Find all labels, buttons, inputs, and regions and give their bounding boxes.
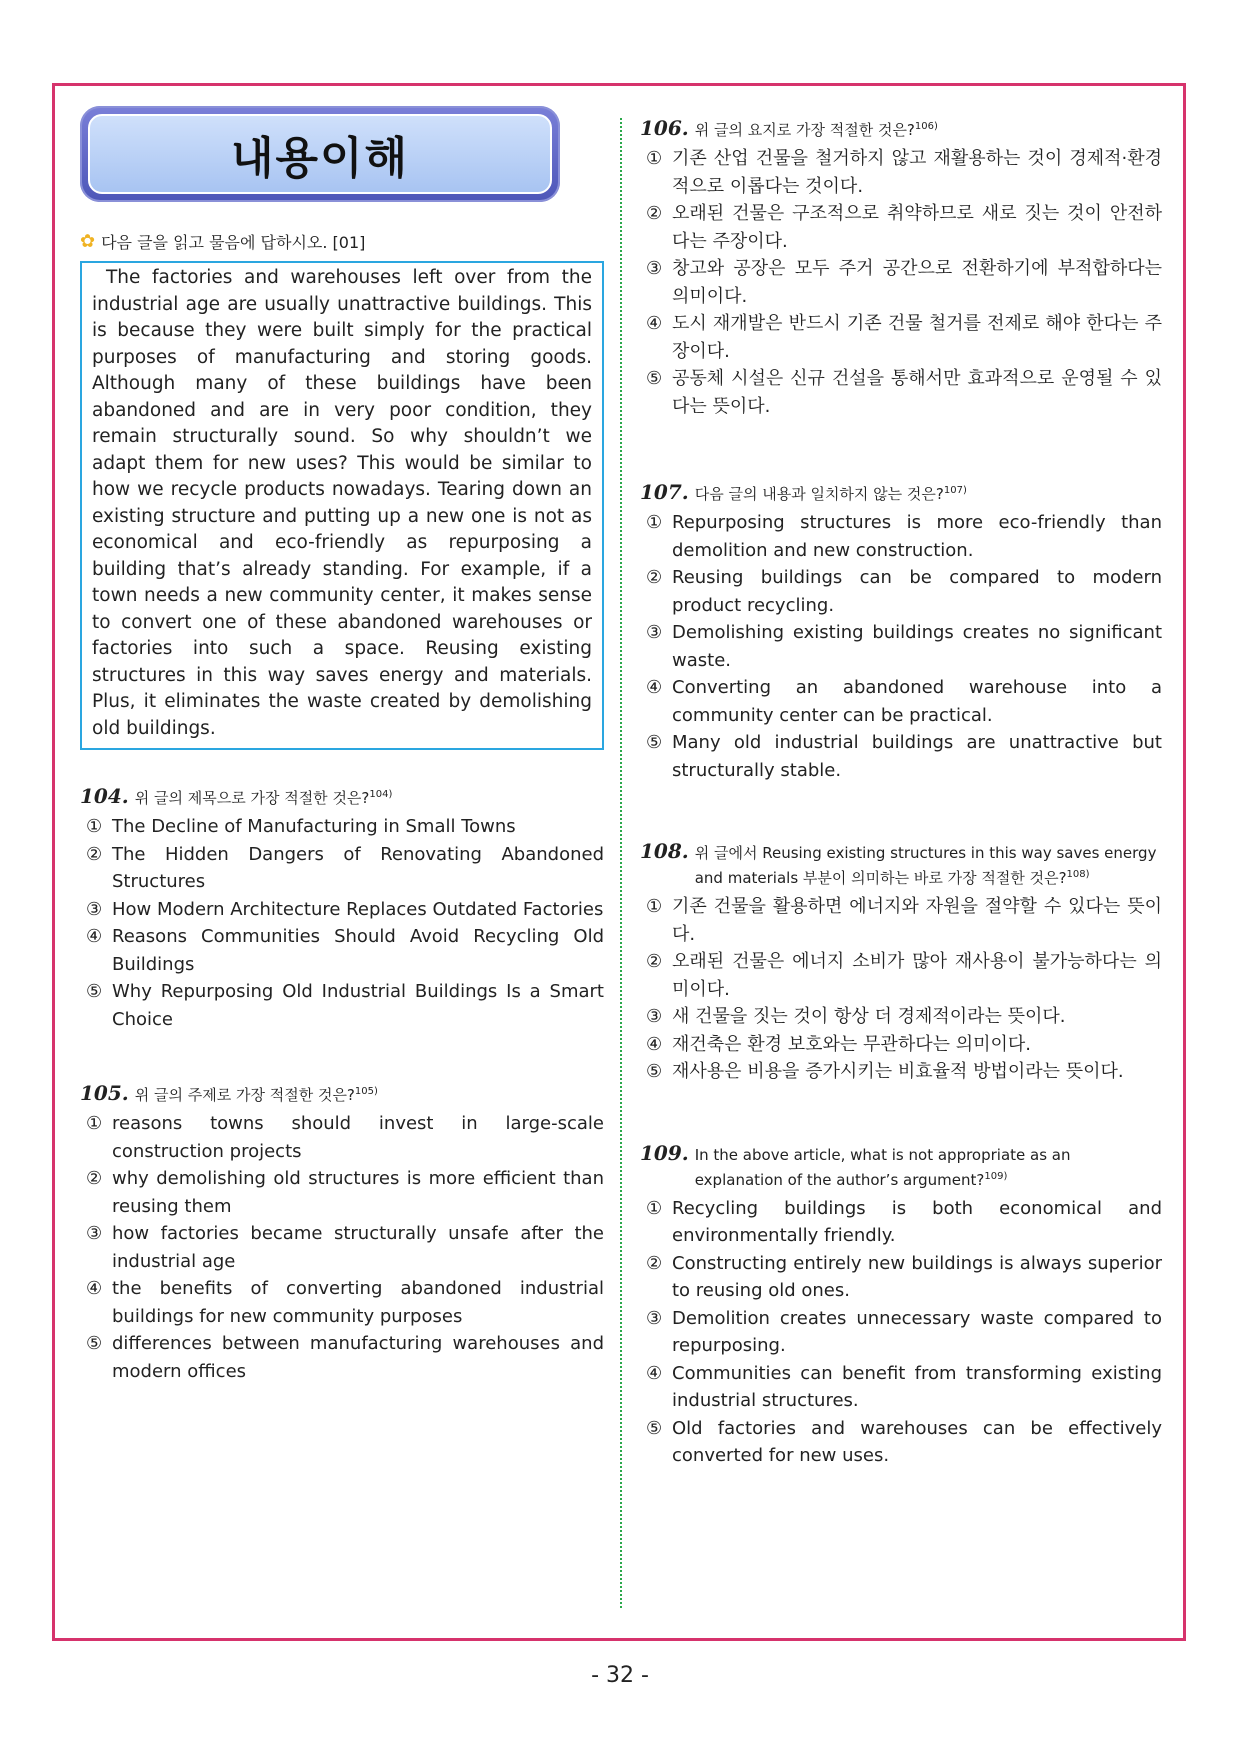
option-text: How Modern Architecture Replaces Outdated Factories [112,898,604,920]
option-mark: ④ [86,926,103,947]
option-mark: ⑤ [86,981,103,1002]
option-mark: ④ [646,677,663,698]
question-104 [80,784,604,1033]
option-text: Repurposing structures is more eco-friendly than demolition and new construction. [672,512,1162,561]
option-text: 오래된 건물은 구조적으로 취약하므로 새로 짓는 것이 안전하다는 주장이다. [672,203,1162,252]
option-item[interactable] [640,893,1162,948]
question-prompt: 위 글의 요지로 가장 적절한 것은? [694,121,915,139]
option-text: Demolition creates unnecessary waste compared to repurposing. [672,1307,1162,1356]
option-text: reasons towns should invest in large-scale construction projects [112,1113,604,1162]
option-list [640,509,1162,784]
option-text: 기존 산업 건물을 철거하지 않고 재활용하는 것이 경제적·환경적으로 이롭다는 것이다. [672,148,1162,197]
footnote-marker: 109) [984,1170,1008,1182]
option-item[interactable] [640,1360,1162,1415]
option-mark: ③ [86,1223,103,1244]
option-item[interactable] [640,948,1162,1003]
option-item[interactable] [640,564,1162,619]
question-106 [640,116,1162,420]
option-text: Why Repurposing Old Industrial Buildings Is a Smart Choice [112,981,604,1030]
option-item[interactable] [640,1058,1162,1086]
option-mark: ④ [86,1278,103,1299]
option-text: why demolishing old structures is more efficient than reusing them [112,1168,604,1217]
footnote-marker: 105) [354,1086,378,1097]
option-text: differences between manufacturing warehouses and modern offices [112,1333,604,1382]
option-item[interactable] [80,978,604,1033]
option-text: 새 건물을 짓는 것이 항상 더 경제적이라는 뜻이다. [672,1006,1066,1027]
option-mark: ⑤ [646,368,663,389]
option-mark: ③ [86,898,103,920]
option-item[interactable] [640,1250,1162,1305]
question-107 [640,480,1162,784]
option-text: Recycling buildings is both economical and environmentally friendly. [672,1197,1162,1246]
option-mark: ① [646,148,663,169]
option-mark: ② [646,203,663,224]
option-mark: ① [86,816,103,837]
option-text: Old factories and warehouses can be effectively converted for new uses. [672,1417,1162,1466]
option-item[interactable] [80,896,604,924]
option-mark: ④ [646,313,663,334]
option-text: Reasons Communities Should Avoid Recycling Old Buildings [112,926,604,975]
option-mark: ① [646,512,663,533]
option-text: 오래된 건물은 에너지 소비가 많아 재사용이 불가능하다는 의미이다. [672,951,1162,1000]
option-mark: ④ [646,1362,663,1384]
option-text: 창고와 공장은 모두 주거 공간으로 전환하기에 부적합하다는 의미이다. [672,258,1162,307]
option-list [640,893,1162,1086]
option-mark: ⑤ [646,1417,663,1439]
option-text: Constructing entirely new buildings is always superior to reusing old ones. [672,1252,1162,1301]
footnote-marker: 108) [1066,869,1090,880]
question-prompt: In the above article, what is not appropriate as an explanation of the author’s argument? [694,1145,1071,1189]
section-title: 내용이해 [230,133,409,184]
instruction-text: 다음 글을 읽고 물음에 답하시오. [01] [101,233,366,252]
option-item[interactable] [80,1330,604,1385]
option-mark: ② [86,843,103,865]
left-column [80,106,604,1385]
option-mark: ⑤ [646,732,663,753]
question-number: 105. [80,1081,129,1105]
option-text: 공동체 시설은 신규 건설을 통해서만 효과적으로 운영될 수 있다는 뜻이다. [672,368,1162,417]
option-text: Demolishing existing buildings creates no significant waste. [672,622,1162,671]
question-number: 107. [640,480,689,504]
option-text: Converting an abandoned warehouse into a community center can be practical. [672,677,1162,726]
section-title-box [80,106,560,202]
question-number: 104. [80,784,129,808]
option-text: Many old industrial buildings are unattractive but structurally stable. [672,732,1162,781]
option-mark: ③ [646,1307,663,1329]
option-list [80,1110,604,1385]
option-item[interactable] [80,1220,604,1275]
option-mark: ③ [646,1006,663,1027]
option-mark: ③ [646,258,663,279]
passage-box [80,261,604,750]
option-mark: ① [646,896,663,917]
option-mark: ④ [646,1033,663,1055]
flower-icon: ✿ [80,231,96,252]
footnote-marker: 106) [914,121,938,132]
passage-text: The factories and warehouses left over from the industrial age are usually unattractive buildings. This is because they were built simply for the practical purposes of manufacturing and storing goods. Although many of these buildings have been abandoned and are in very poor condition, they remain structurally sound. So why shouldn’t we adapt them for new uses? This would be similar to how we recycle products nowadays. Tearing down an existing structure and putting up a new one is not as economical and eco-friendly as repurposing a building that’s already standing. For example, if a town needs a new community center, it makes sense to convert one of these abandoned warehouses or factories into such a space. Reusing existing structures in this way saves energy and materials. Plus, it eliminates the waste created by demolishing old buildings. [92,267,592,739]
option-item[interactable] [640,310,1162,365]
option-item[interactable] [640,674,1162,729]
option-mark: ① [86,1113,103,1134]
option-item[interactable] [640,509,1162,564]
option-text: 재건축은 환경 보호와는 무관하다는 의미이다. [672,1033,1031,1055]
footnote-marker: 104) [369,789,393,800]
question-108 [640,840,1162,1086]
question-prompt: 위 글의 주제로 가장 적절한 것은? [134,1086,355,1104]
option-item[interactable] [80,923,604,978]
instruction [80,230,604,253]
option-item[interactable] [640,619,1162,674]
option-item[interactable] [640,255,1162,310]
option-text: Communities can benefit from transforming existing industrial structures. [672,1362,1162,1411]
option-item[interactable] [80,813,604,841]
question-number: 109. [640,1140,689,1165]
option-item[interactable] [640,365,1162,420]
option-item[interactable] [640,1003,1162,1031]
option-mark: ③ [646,622,663,643]
option-mark: ⑤ [646,1061,663,1082]
option-item[interactable] [640,200,1162,255]
option-item[interactable] [80,1165,604,1220]
option-item[interactable] [640,1415,1162,1470]
option-mark: ① [646,1197,663,1219]
option-list [80,813,604,1033]
right-column [640,116,1162,1470]
option-list [640,145,1162,420]
question-prompt: 위 글에서 Reusing existing structures in this way saves energy and materials 부분이 의미하는 바로 가장 적절한 것은? [694,844,1157,887]
option-text: Reusing buildings can be compared to modern product recycling. [672,567,1162,616]
option-item[interactable] [640,145,1162,200]
option-item[interactable] [640,1195,1162,1250]
option-item[interactable] [80,1110,604,1165]
footnote-marker: 107) [943,485,967,496]
question-number: 108. [640,839,689,863]
option-mark: ② [646,951,663,972]
option-mark: ⑤ [86,1333,103,1354]
column-divider [620,118,622,1608]
option-mark: ② [646,567,663,588]
option-mark: ② [646,1252,663,1274]
option-text: 도시 재개발은 반드시 기존 건물 철거를 전제로 해야 한다는 주장이다. [672,313,1162,362]
option-text: how factories became structurally unsafe after the industrial age [112,1223,604,1272]
option-item[interactable] [640,729,1162,784]
option-item[interactable] [640,1305,1162,1360]
option-mark: ② [86,1168,103,1189]
question-prompt: 위 글의 제목으로 가장 적절한 것은? [134,789,370,807]
page-number: - 32 - [591,1663,649,1688]
question-prompt: 다음 글의 내용과 일치하지 않는 것은? [694,485,944,503]
option-text: 기존 건물을 활용하면 에너지와 자원을 절약할 수 있다는 뜻이다. [672,896,1162,945]
question-number: 106. [640,116,689,140]
option-item[interactable] [80,841,604,896]
option-text: The Hidden Dangers of Renovating Abandoned Structures [112,843,604,892]
option-text: 재사용은 비용을 증가시키는 비효율적 방법이라는 뜻이다. [672,1061,1124,1082]
option-item[interactable] [80,1275,604,1330]
option-text: the benefits of converting abandoned industrial buildings for new community purposes [112,1278,604,1327]
option-item[interactable] [640,1031,1162,1059]
question-105 [80,1081,604,1385]
option-list [640,1195,1162,1470]
option-text: The Decline of Manufacturing in Small Towns [112,816,516,837]
question-109 [640,1142,1162,1470]
